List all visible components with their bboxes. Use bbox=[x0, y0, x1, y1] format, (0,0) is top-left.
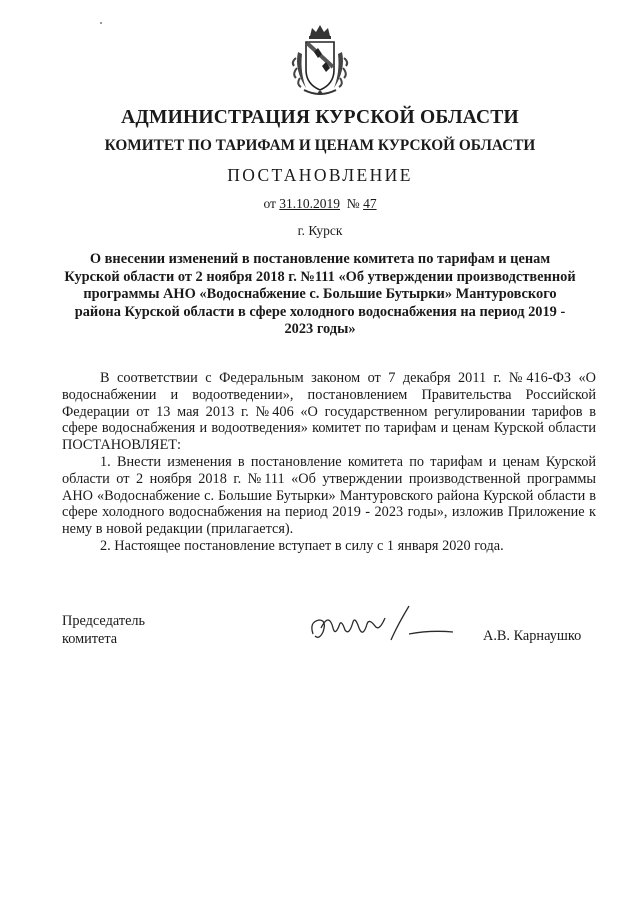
document-date: 31.10.2019 bbox=[279, 196, 341, 211]
document-city: г. Курск bbox=[297, 223, 343, 238]
document-body bbox=[62, 370, 596, 555]
body-paragraph: В соответствии с Федеральным законом от 7 декабря 2011 г. №416-ФЗ «О водоснабжении и водоотведении», постановлением Правительства Российской Федерации от 13 мая 2013 г. №406 «О государственном регулировании тарифов в сфере водоснабжения и водоотведения» комитет по тарифам и ценам Курской области ПОСТАНОВЛЯЕТ: bbox=[62, 370, 596, 454]
coat-of-arms-icon bbox=[288, 22, 352, 98]
signatory-name: А.В. Карнаушко bbox=[483, 628, 582, 644]
document-type: ПОСТАНОВЛЕНИЕ bbox=[227, 165, 413, 185]
signatory-title-line: Председатель bbox=[62, 613, 146, 629]
signatory-title bbox=[62, 612, 145, 648]
document-number: 47 bbox=[363, 196, 377, 211]
organization-name: АДМИНИСТРАЦИЯ КУРСКОЙ ОБЛАСТИ bbox=[121, 107, 519, 128]
signature-icon bbox=[305, 598, 455, 648]
document-subject: О внесении изменений в постановление комитета по тарифам и ценам Курской области от 2 ноября 2018 г. №111 «Об утверждении производственной программы АНО «Водоснабжение с. Большие Бутырки» Мантуровского района Курской области в сфере холодного водоснабжения на период 2019 - 2023 годы» bbox=[64, 251, 576, 337]
document-date-number bbox=[40, 196, 600, 212]
body-paragraph: 2. Настоящее постановление вступает в силу с 1 января 2020 года. bbox=[100, 537, 504, 554]
number-prefix: № bbox=[346, 196, 360, 211]
scan-speck bbox=[100, 22, 102, 24]
committee-name: КОМИТЕТ ПО ТАРИФАМ И ЦЕНАМ КУРСКОЙ ОБЛАСТИ bbox=[104, 137, 536, 154]
signatory-title-line: комитета bbox=[62, 631, 118, 647]
date-prefix: от bbox=[263, 196, 276, 211]
body-paragraph: 1. Внести изменения в постановление комитета по тарифам и ценам Курской области от 2 ноября 2018 г. №111 «Об утверждении производственной программы АНО «Водоснабжение с. Большие Бутырки» Мантуровского района Курской области в сфере холодного водоснабжения на период 2019 - 2023 годы», изложив Приложение к нему в новой редакции (прилагается). bbox=[62, 453, 596, 538]
